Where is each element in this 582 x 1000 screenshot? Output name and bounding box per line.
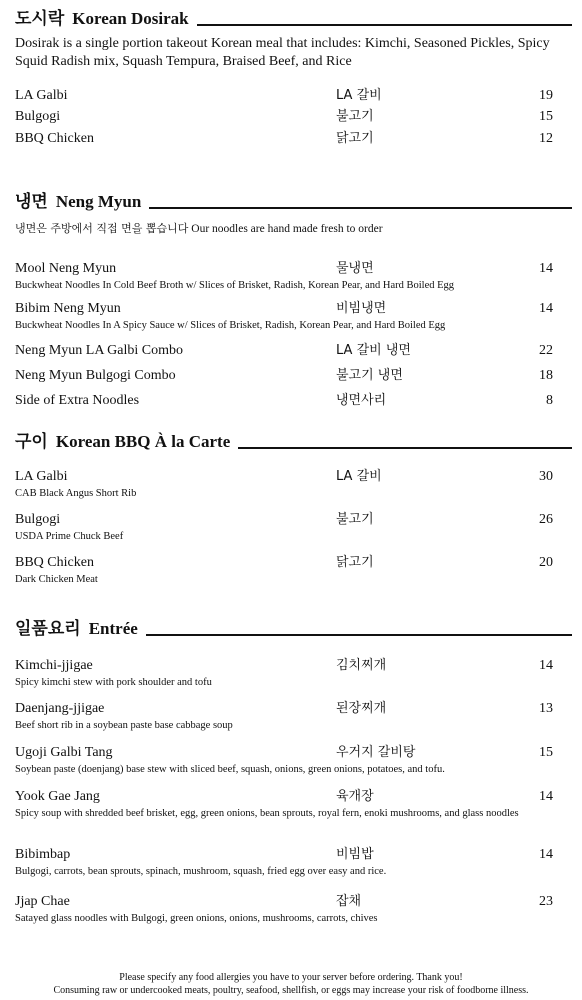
section-divider: [238, 447, 572, 449]
section-divider: [146, 634, 572, 636]
item-price: 13: [539, 701, 553, 716]
item-name: LA Galbi: [15, 469, 68, 484]
section-intro: Dosirak is a single portion takeout Korean meal that includes: Kimchi, Seasoned Pickles, Spicy Squid Radish mix, Squash Tempura, Braised Beef, and Rice: [15, 36, 550, 69]
item-description: USDA Prime Chuck Beef: [15, 531, 124, 542]
menu-item: [15, 367, 572, 385]
section-intro: [15, 220, 572, 238]
section-title: Entrée: [88, 619, 138, 638]
menu-item: [15, 893, 572, 925]
item-price: 18: [539, 368, 553, 383]
section-korean-bbq: [15, 430, 572, 592]
menu-item: [15, 788, 572, 820]
item-description: Buckwheat Noodles In Cold Beef Broth w/ Slices of Brisket, Radish, Korean Pear, and Hard Boiled Egg: [15, 280, 455, 291]
section-divider: [197, 24, 572, 26]
item-description: Spicy soup with shredded beef brisket, egg, green onions, bean sprouts, royal fern, enoki mushrooms, and glass noodles: [15, 808, 519, 819]
menu-item: [15, 300, 572, 332]
item-price: 14: [539, 658, 553, 673]
menu-item: [15, 468, 572, 500]
item-korean-name: 비빔냉면: [336, 301, 387, 316]
item-description: Bulgogi, carrots, bean sprouts, spinach, mushroom, squash, fried egg over easy and rice.: [15, 866, 387, 877]
item-description: Beef short rib in a soybean paste base cabbage soup: [15, 720, 233, 731]
section-title-korean: 도시락: [15, 9, 65, 29]
item-price: 8: [546, 393, 553, 408]
item-price: 14: [539, 847, 553, 862]
item-price: 23: [539, 894, 553, 909]
item-name: Kimchi-jjigae: [15, 658, 93, 673]
footer-notice: [0, 971, 582, 997]
menu-item: [15, 744, 572, 776]
item-price: 14: [539, 789, 553, 804]
menu-item: [15, 700, 572, 732]
section-entree: [15, 617, 572, 959]
item-name: Side of Extra Noodles: [15, 393, 140, 408]
item-korean-name: 된장찌개: [336, 701, 387, 716]
menu-item: [15, 130, 572, 148]
section-dosirak: [15, 7, 572, 151]
section-title: Korean BBQ À la Carte: [55, 432, 231, 451]
menu-item: [15, 87, 572, 105]
item-korean-name: 불고기: [336, 109, 374, 124]
item-name: Bibim Neng Myun: [15, 301, 121, 316]
item-price: 12: [539, 131, 553, 146]
item-name: Ugoji Galbi Tang: [15, 745, 113, 760]
item-name: Daenjang-jjigae: [15, 701, 105, 716]
section-divider: [149, 207, 572, 209]
item-price: 26: [539, 512, 553, 527]
item-korean-name: 닭고기: [336, 131, 374, 146]
item-price: 20: [539, 555, 553, 570]
item-name: Bibimbap: [15, 847, 71, 862]
menu-item: [15, 260, 572, 292]
item-korean-name: 비빔밥: [336, 847, 374, 862]
item-description: Satayed glass noodles with Bulgogi, green onions, onions, mushrooms, carrots, chives: [15, 913, 378, 924]
item-name: Jjap Chae: [15, 894, 70, 909]
section-neng-myun: [15, 190, 572, 418]
item-name: Mool Neng Myun: [15, 261, 117, 276]
item-name: Neng Myun Bulgogi Combo: [15, 368, 176, 383]
section-title-korean: 일품요리: [15, 619, 81, 639]
item-price: 15: [539, 745, 553, 760]
item-name: Yook Gae Jang: [15, 789, 100, 804]
item-description: Dark Chicken Meat: [15, 574, 98, 585]
section-title: Korean Dosirak: [72, 9, 189, 28]
intro-korean: 냉면은 주방에서 직접 면을 뽑습니다: [15, 222, 189, 235]
item-price: 19: [539, 88, 553, 103]
menu-item: [15, 554, 572, 586]
item-korean-name: 우거지 갈비탕: [336, 745, 416, 760]
item-name: BBQ Chicken: [15, 555, 94, 570]
section-header: [15, 617, 572, 639]
item-korean-name: LA 갈비: [336, 469, 382, 484]
item-price: 14: [539, 261, 553, 276]
item-korean-name: 닭고기: [336, 555, 374, 570]
allergy-notice: Please specify any food allergies you have to your server before ordering. Thank you!: [119, 972, 463, 983]
food-safety-notice: Consuming raw or undercooked meats, poultry, seafood, shellfish, or eggs may increase your risk of foodborne illness.: [53, 985, 529, 996]
section-header: [15, 430, 572, 452]
section-title-korean: 냉면: [15, 192, 48, 212]
section-header: [15, 7, 572, 29]
item-korean-name: LA 갈비 냉면: [336, 343, 411, 358]
item-korean-name: 불고기 냉면: [336, 368, 403, 383]
menu-item: [15, 392, 572, 410]
item-description: Soybean paste (doenjang) base stew with sliced beef, squash, onions, green onions, potatoes, and tofu.: [15, 764, 445, 775]
menu-item: [15, 511, 572, 543]
item-description: CAB Black Angus Short Rib: [15, 488, 137, 499]
menu-item: [15, 108, 572, 126]
item-name: Neng Myun LA Galbi Combo: [15, 343, 183, 358]
item-korean-name: 잡채: [336, 894, 362, 909]
section-title: Neng Myun: [55, 192, 142, 211]
menu-item: [15, 657, 572, 689]
menu-item: [15, 342, 572, 360]
item-price: 22: [539, 343, 553, 358]
section-header: [15, 190, 572, 212]
item-price: 14: [539, 301, 553, 316]
item-name: Bulgogi: [15, 109, 61, 124]
item-name: BBQ Chicken: [15, 131, 94, 146]
item-name: LA Galbi: [15, 88, 68, 103]
item-korean-name: 물냉면: [336, 261, 374, 276]
item-korean-name: 불고기: [336, 512, 374, 527]
item-name: Bulgogi: [15, 512, 61, 527]
item-description: Buckwheat Noodles In A Spicy Sauce w/ Slices of Brisket, Radish, Korean Pear, and Hard Boiled Egg: [15, 320, 446, 331]
item-korean-name: 육개장: [336, 789, 374, 804]
item-price: 30: [539, 469, 553, 484]
item-korean-name: 김치찌개: [336, 658, 387, 673]
item-price: 15: [539, 109, 553, 124]
section-title-korean: 구이: [15, 432, 48, 452]
item-description: Spicy kimchi stew with pork shoulder and tofu: [15, 677, 212, 688]
item-korean-name: 냉면사리: [336, 393, 387, 408]
intro-english: Our noodles are hand made fresh to order: [191, 223, 383, 235]
item-korean-name: LA 갈비: [336, 88, 382, 103]
menu-item: [15, 846, 572, 878]
